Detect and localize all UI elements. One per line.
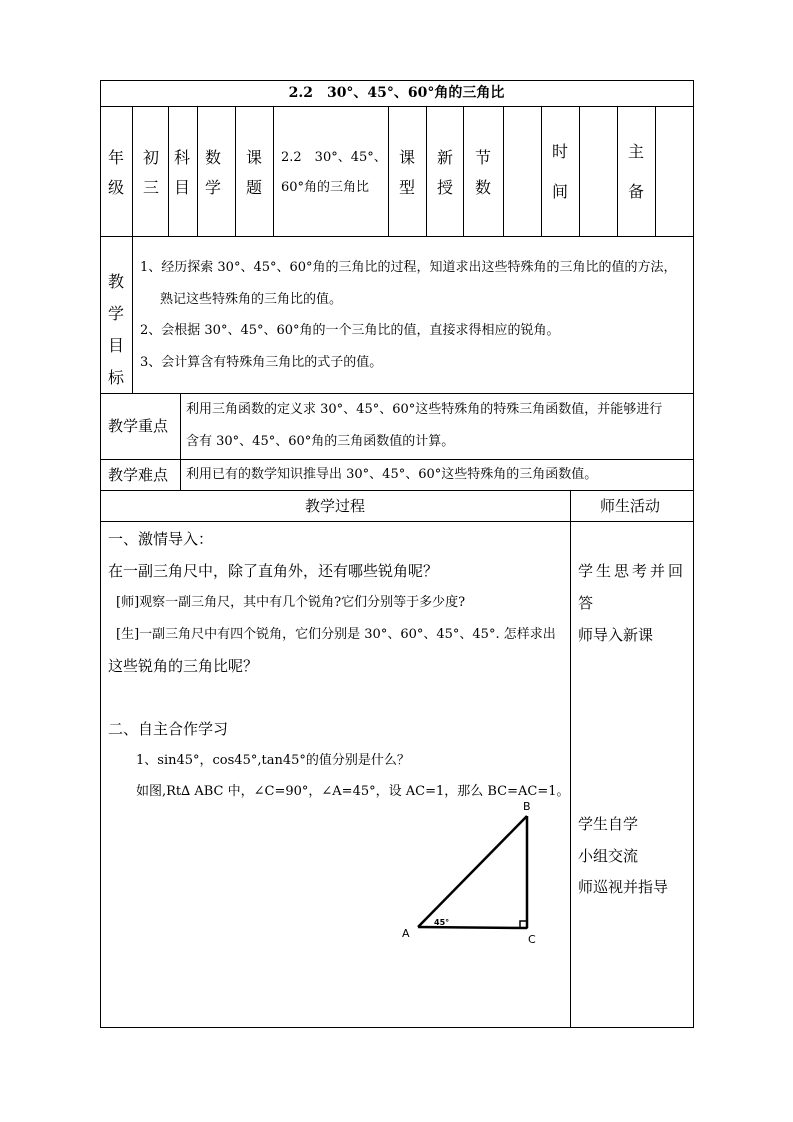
objectives-label: 学	[107, 304, 124, 323]
type-value: 授	[436, 178, 453, 197]
type-label: 型	[398, 178, 415, 197]
header-col-divider	[273, 106, 274, 236]
subject-value: 数	[204, 148, 221, 167]
activity-line: 小组交流	[578, 847, 639, 865]
topic-label: 课	[245, 148, 262, 167]
lesson-title: 2.2 30°、45°、60°角的三角比	[288, 85, 505, 101]
subject-label: 科	[173, 148, 190, 167]
header-col-divider	[617, 106, 618, 236]
activity-line: 学生思考并回	[578, 562, 687, 580]
process-line: [师]观察一副三角尺，其中有几个锐角?它们分别等于多少度?	[116, 595, 466, 610]
header-col-divider	[388, 106, 389, 236]
row-divider-header	[100, 236, 694, 237]
header-col-divider	[132, 106, 133, 236]
objective-line: 3、会计算含有特殊角三角比的式子的值。	[140, 355, 383, 370]
header-col-divider	[168, 106, 169, 236]
subject-label: 目	[173, 178, 190, 197]
type-label: 课	[398, 148, 415, 167]
objective-line: 1、经历探索 30°、45°、60°角的三角比的过程，知道求出这些特殊角的三角比的值的方法，	[140, 260, 677, 275]
grade-label: 年	[107, 148, 124, 167]
time-label: 时	[551, 142, 568, 161]
section-heading: 一、激情导入：	[108, 530, 214, 548]
activity-line: 答	[578, 594, 594, 612]
key-points-line: 利用三角函数的定义求 30°、45°、60°这些特殊角的特殊三角函数值，并能够进行	[186, 402, 663, 417]
row-divider-process-header	[100, 521, 694, 522]
topic-value: 2.2 30°、45°、	[281, 150, 387, 165]
process-line: 1、sin45°，cos45°,tan45°的值分别是什么？	[136, 753, 410, 768]
table-border-right	[693, 80, 694, 1028]
activity-line: 学生自学	[578, 815, 639, 833]
row-divider-difficulties	[100, 490, 694, 491]
topic-label: 题	[245, 178, 262, 197]
table-border-left	[100, 80, 101, 1028]
row-divider-title	[100, 106, 694, 107]
objectives-col-divider	[132, 236, 133, 393]
process-line: 在一副三角尺中，除了直角外，还有哪些锐角呢？	[108, 562, 439, 580]
header-col-divider	[426, 106, 427, 236]
difficulties-text: 利用已有的数学知识推导出 30°、45°、60°这些特殊角的三角函数值。	[186, 467, 598, 482]
header-col-divider	[463, 106, 464, 236]
section-heading: 二、自主合作学习	[108, 720, 229, 738]
header-col-divider	[579, 106, 580, 236]
preparer-label: 备	[627, 182, 644, 201]
difficulties-label: 教学难点	[108, 466, 169, 484]
triangle-figure	[395, 800, 555, 950]
triangle-abc	[418, 816, 527, 928]
key-points-line: 含有 30°、45°、60°角的三角函数值的计算。	[186, 434, 455, 449]
header-col-divider	[197, 106, 198, 236]
vertex-a-label: A	[402, 927, 410, 940]
key-points-label: 教学重点	[108, 417, 169, 435]
preparer-label: 主	[627, 142, 644, 161]
process-line: 这些锐角的三角比呢？	[108, 657, 259, 675]
period-label: 节	[474, 148, 491, 167]
process-line: 如图,Rt∆ ABC 中，∠C=90°，∠A=45°，设 AC=1，那么 BC=AC=1。	[136, 784, 570, 799]
subject-value: 学	[204, 178, 221, 197]
topic-value: 60°角的三角比	[281, 180, 370, 195]
process-header: 教学过程	[305, 497, 366, 515]
grade-label: 级	[107, 178, 124, 197]
table-border-bottom	[100, 1027, 694, 1028]
period-label: 数	[474, 178, 491, 197]
objective-line: 2、会根据 30°、45°、60°角的一个三角比的值，直接求得相应的锐角。	[140, 323, 560, 338]
row-divider-keypoints	[100, 459, 694, 460]
process-col-divider	[570, 490, 571, 1027]
objectives-label: 标	[107, 368, 124, 387]
header-col-divider	[655, 106, 656, 236]
activity-line: 师巡视并指导	[578, 878, 669, 896]
vertex-c-label: C	[528, 933, 536, 946]
objectives-label: 教	[107, 272, 124, 291]
row-divider-objectives	[100, 393, 694, 394]
vertex-b-label: B	[523, 800, 531, 813]
header-col-divider	[235, 106, 236, 236]
angle-label: 45°	[434, 918, 450, 927]
objective-line: 熟记这些特殊角的三角比的值。	[160, 292, 343, 307]
grade-value: 三	[142, 178, 159, 197]
header-col-divider	[503, 106, 504, 236]
activity-line: 师导入新课	[578, 626, 654, 644]
process-line: [生]一副三角尺中有四个锐角，它们分别是 30°、60°、45°、45°. 怎样求出	[116, 627, 556, 642]
grade-value: 初	[142, 148, 159, 167]
header-col-divider	[541, 106, 542, 236]
time-label: 间	[551, 182, 568, 201]
activities-header: 师生活动	[600, 497, 661, 515]
type-value: 新	[436, 148, 453, 167]
keypoints-col-divider	[180, 393, 181, 490]
objectives-label: 目	[107, 336, 124, 355]
